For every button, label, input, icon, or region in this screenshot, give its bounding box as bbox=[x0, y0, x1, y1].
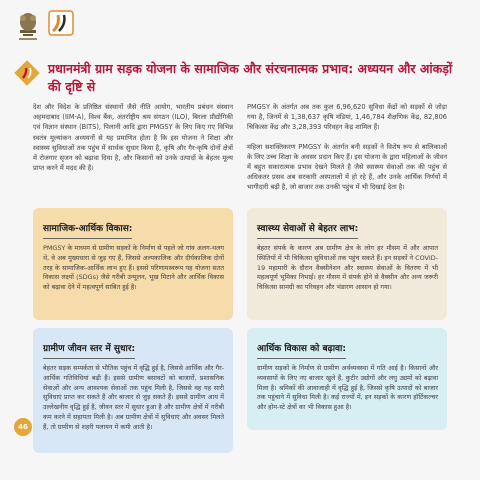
card-body: बेहतर संपर्क के कारण अब ग्रामीण क्षेत्र के लोग हर मौसम में और आपात स्थितियों में भी चिकित्सा सुविधाओं तक पहुंच सकते हैं। इन सड़कों ने COVID-19 महामारी के दौरान वैक्सीनेशन और स्वास्थ्य सेवाओं के वितरण में भी महत्वपूर्ण भूमिका निभाई। हर मौसम में संपर्क होने से वैक्सीन और अन्य जरूरी चिकित्सा सामग्री का परिवहन और भंडारण आसान हो गया। bbox=[257, 244, 438, 292]
card-body: PMGSY के माध्यम से ग्रामीण सड़कों के निर्माण से पहले जो गांव अलग-थलग थे, वे अब मुख्यधारा से जुड़ गए हैं, जिससे अल्पकालिक और दीर्घकालिक दोनों तरह के सामाजिक-आर्थिक लाभ हुए हैं। इससे परिणामस्वरूप यह योजना सतत विकास लक्ष्यों (SDGs) जैसे गरीबी उन्मूलन, भूख मिटाने और आर्थिक विकास को बढ़ावा देने में महत्वपूर्ण साबित हुई है। bbox=[43, 244, 224, 292]
card-title: सामाजिक-आर्थिक विकास: bbox=[43, 221, 132, 239]
card-health-services bbox=[247, 208, 447, 320]
card-socio-economic bbox=[33, 208, 233, 320]
card-title: ग्रामीण जीवन स्तर में सुधार: bbox=[43, 341, 135, 359]
intro-paragraph: महिला सशक्तिकरण PMGSY के अंतर्गत बनी सड़कों ने विशेष रूप से बालिकाओं के लिए उच्च शिक्षा के अवसर प्रदान किए हैं। इस योजना के द्वारा महिलाओं के जीवन में बहुत सकारात्मक प्रभाव देखने मिलते है जैसे स्वास्थ्य सेवाओं तक की पहुंच से अधिकतर प्रसव अब सरकारी अस्पतालों में हो रहे हैं, और उनके आर्थिक निर्णयों में भागीदारी बढ़ी है, जो बाजार तक उनकी पहुंच में भी दिखाई देता है। bbox=[247, 142, 447, 192]
pmgsy-logo-icon bbox=[48, 10, 74, 36]
card-body: ग्रामीण सड़कों के निर्माण से ग्रामीण अर्थव्यवस्था में गति आई है। किसानों और व्यवसायों के लिए नए बाजार खुले हैं, कुटीर उद्योगों और लघु उद्यमों को बढ़ावा मिला है। श्रमिकों की आवाजाही में वृद्धि हुई है, जिससे कृषि उत्पादों को बाजार तक पहुंचाने में सुविधा मिली है। कई राज्यों में, इन सड़कों के कारण हॉर्टिकल्चर और होम-स्टे क्षेत्रों का भी विकास हुआ है। bbox=[257, 364, 438, 412]
card-rural-living bbox=[33, 328, 233, 453]
intro-left-column bbox=[33, 102, 233, 182]
intro-paragraph: PMGSY के अंतर्गत अब तक कुल 6,96,620 सुविधा केंद्रों को सड़कों से जोड़ा गया है, जिनमें से 1,38,637 कृषि मंडियां, 1,46,784 शैक्षणिक केंद्र, 82,806 चिकित्सा केंद्र और 3,28,393 परिवहन केंद्र शामिल हैं। bbox=[247, 103, 447, 132]
page-number: 46 bbox=[14, 418, 32, 436]
page-title: प्रधानमंत्री ग्राम सड़क योजना के सामाजिक और संरचनात्मक प्रभाव: अध्ययन और आंकड़ों की दृष्टि से bbox=[48, 61, 453, 94]
card-title: आर्थिक विकास को बढ़ावा: bbox=[257, 341, 346, 359]
card-body: बेहतर सड़क सम्पर्कता से भौतिक पहुंच में वृद्धि हुई है, जिससे आर्थिक और गैर-आर्थिक गतिविधियां बढ़ी हैं। इससे ग्रामीण बसावटों को बाजारों, प्रशासनिक सेवाओं और अन्य आवश्यक सेवाओं तक पहुंच मिली है, जिससे वह यह सारी सुविधाएं प्राप्त कर सकते हैं और बाजार से जुड़ सकते हैं। इससे ग्रामीण आय में उल्लेखनीय वृद्धि हुई है, जीवन स्तर में सुधार हुआ है और ग्रामीण क्षेत्रों में गरीबी कम करने में सहायता मिली है। अब ग्रामीण क्षेत्रों में सुविधाएं और अवसर मिलते हैं, तो ग्रामीण से शहरी पलायन में कमी आती है। bbox=[43, 364, 224, 431]
intro-right-column bbox=[247, 102, 447, 202]
national-emblem-icon bbox=[14, 8, 42, 44]
road-badge-icon bbox=[14, 60, 40, 86]
intro-paragraph: देश और विदेश के प्रतिष्ठित संस्थानों जैसे नीति आयोग, भारतीय प्रबंधन संस्थान अहमदाबाद (IIM-A), विश्व बैंक, अंतर्राष्ट्रीय श्रम संगठन (ILO), बिरला प्रौद्योगिकी एवं विज्ञान संस्थान (BITS), पिलानी आदि द्वारा PMGSY के लिए किए गए विभिन्न स्वतंत्र मूल्यांकन अध्ययनों से यह प्रमाणित होता है कि इस योजना ने शिक्षा और स्वास्थ्य सुविधाओं तक पहुंच में सार्थक सुधार किया है, कृषि और गैर-कृषि दोनों क्षेत्रों में रोजगार सृजन को बढ़ावा दिया है, और किसानों को उनके उत्पादों के बेहतर मूल्य प्राप्त करने में मदद की है। bbox=[33, 103, 233, 173]
card-economic-growth bbox=[247, 328, 447, 430]
card-title: स्वास्थ्य सेवाओं से बेहतर लाभ: bbox=[257, 221, 358, 239]
